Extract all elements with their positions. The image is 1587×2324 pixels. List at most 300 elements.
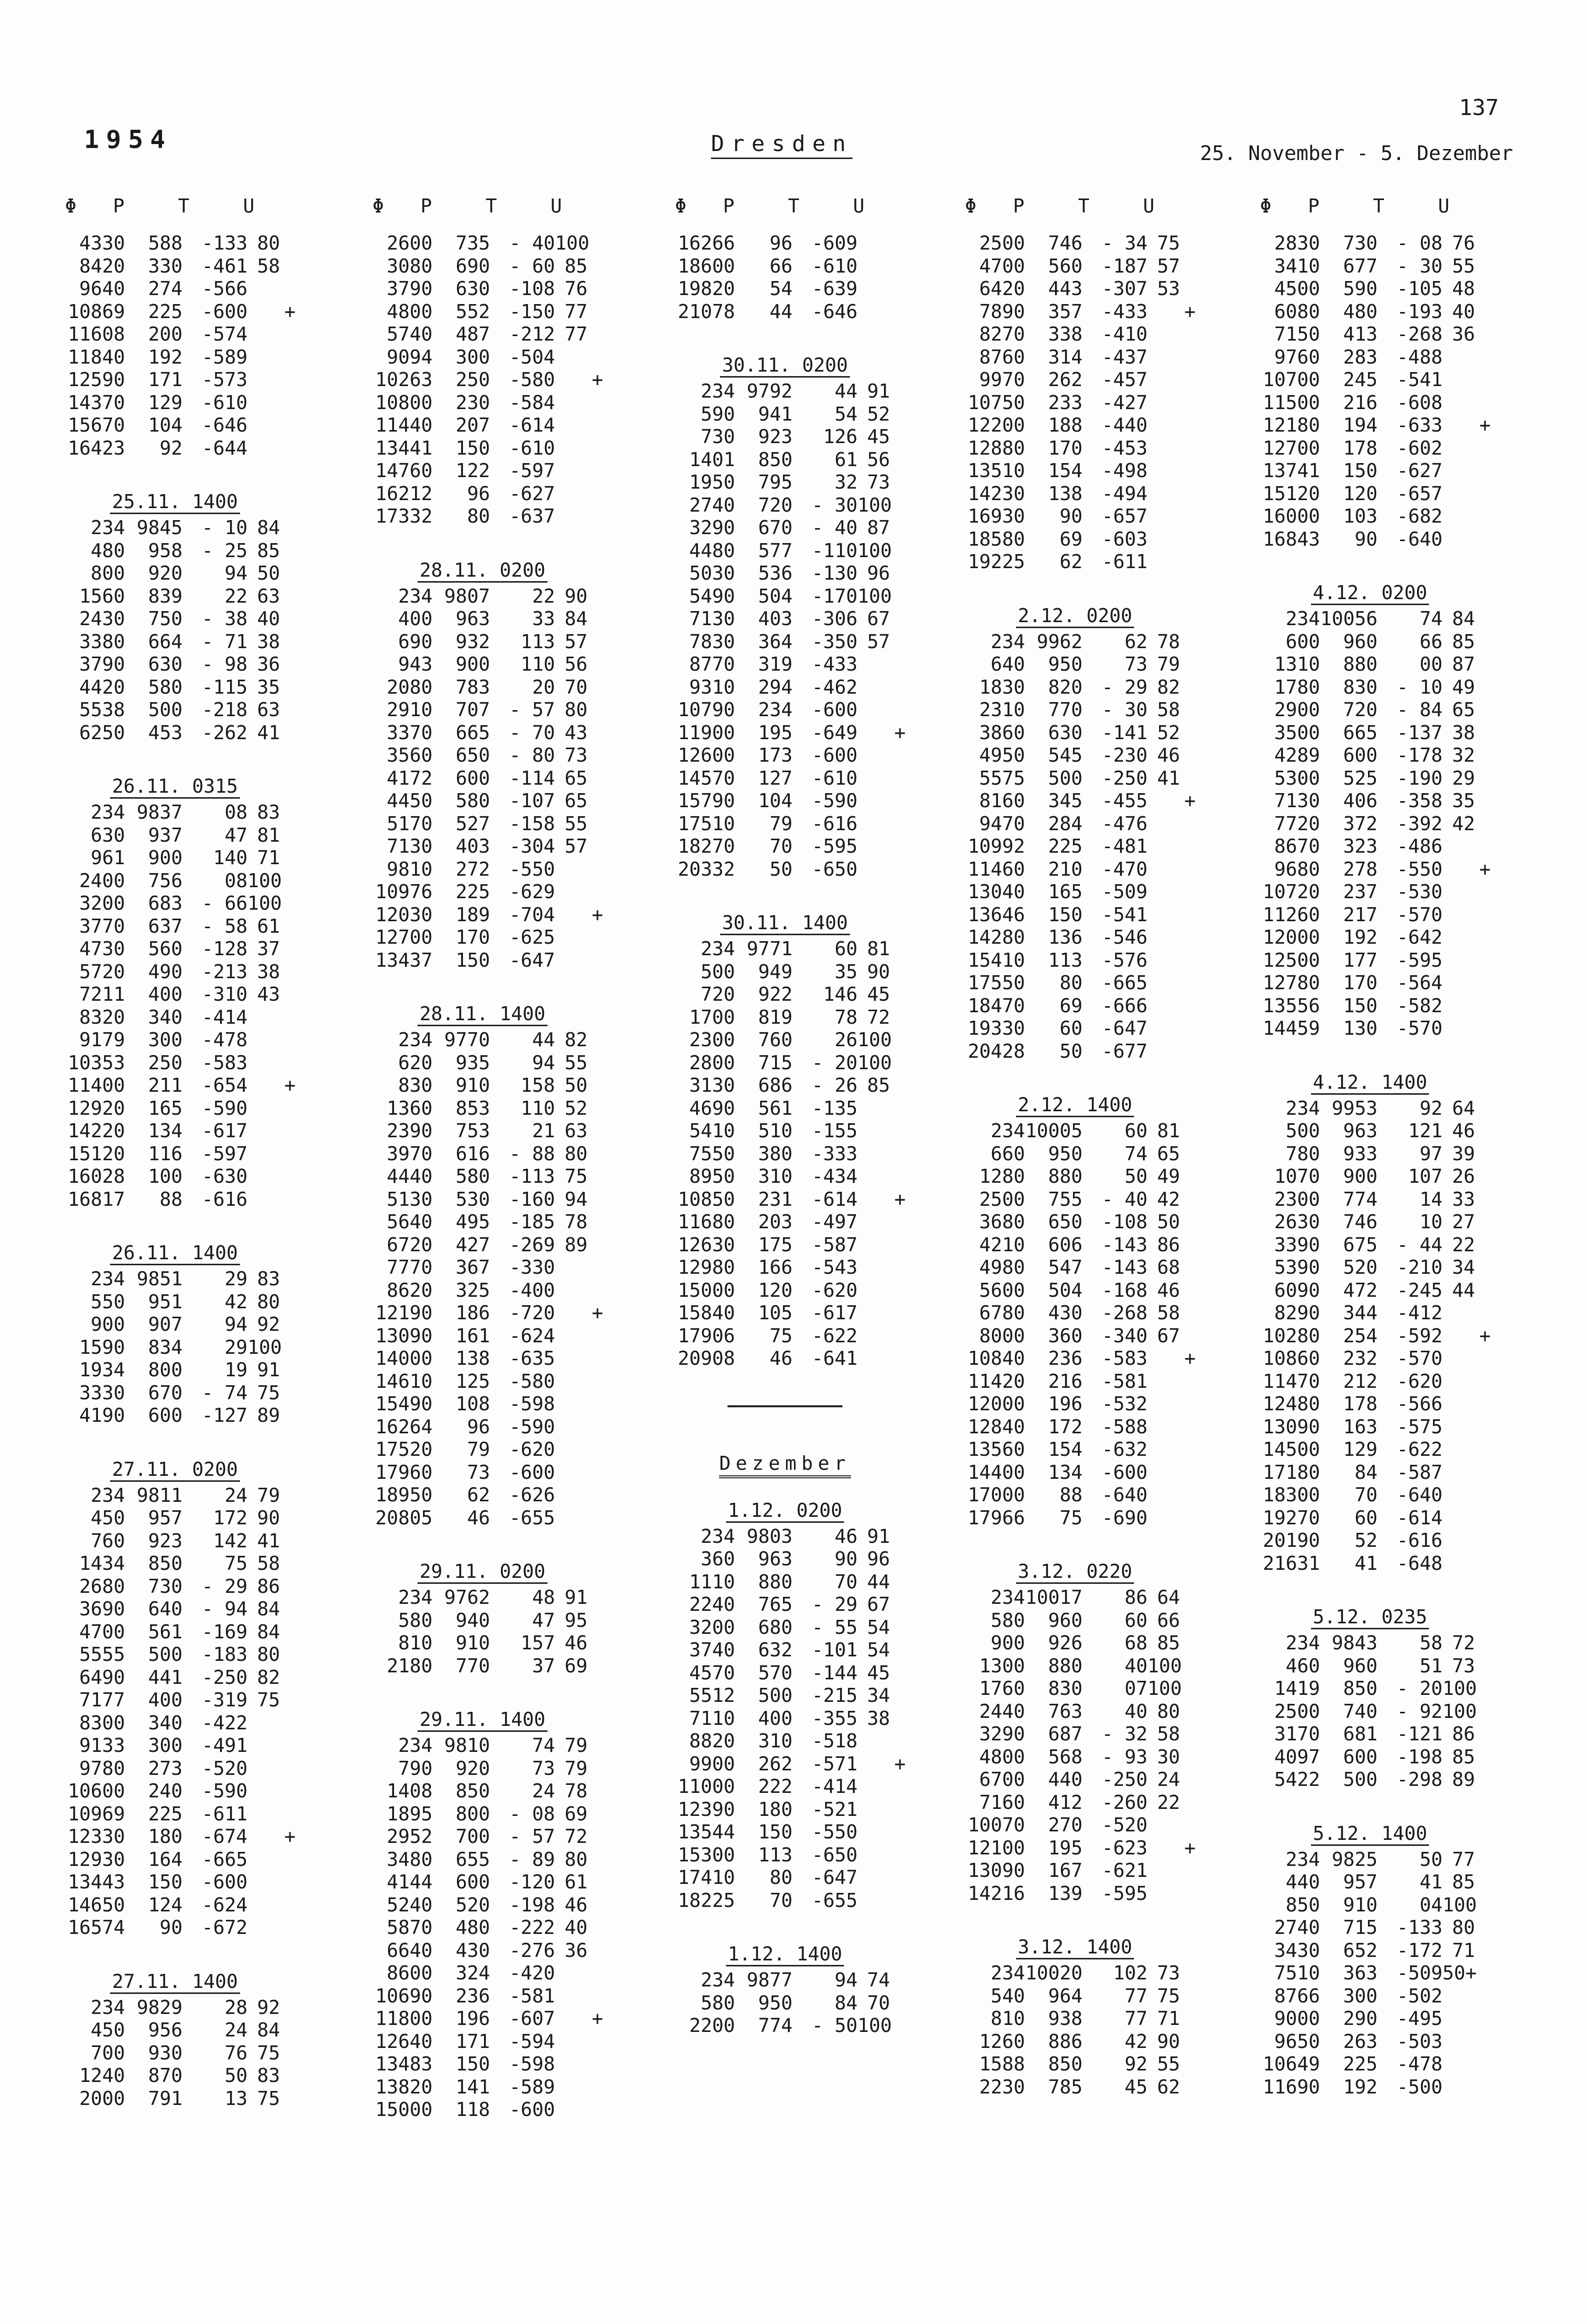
table-cell: 720 (700, 983, 735, 1005)
table-cell: 10263 (375, 369, 432, 391)
table-row (945, 1632, 1205, 1655)
table-cell: 560 (1048, 255, 1082, 277)
table-cell (858, 790, 890, 813)
table-cell (588, 1234, 608, 1257)
table-cell: 907 (148, 1313, 182, 1335)
table-cell: 400 (398, 608, 432, 630)
table-cell: 774 (758, 2014, 792, 2036)
table-cell: 108 (456, 1393, 490, 1415)
table-row (1240, 744, 1500, 767)
table-cell: 50+ (1442, 1962, 1477, 1984)
table-cell: 150 (456, 2053, 490, 2075)
table-cell (1180, 1814, 1200, 1837)
table-row (352, 414, 612, 437)
table-cell: 839 (148, 585, 182, 607)
table-cell: -590 (202, 1097, 248, 1119)
table-cell: 4730 (79, 938, 125, 960)
table-cell: 35 (834, 960, 858, 983)
table-cell: 42 (1124, 2030, 1148, 2052)
table-cell: 9810 (444, 1734, 490, 1756)
table-cell (588, 835, 608, 858)
table-cell: 90 (160, 1916, 182, 1938)
table-cell (890, 1866, 910, 1889)
table-cell: 910 (456, 1074, 490, 1096)
table-cell: 42 (1157, 1188, 1180, 1210)
table-cell: -105 (1396, 278, 1442, 300)
table-cell (280, 1313, 300, 1336)
table-cell: 44 (834, 380, 858, 402)
table-cell: - 98 (202, 653, 248, 675)
table-cell: 3690 (79, 1598, 125, 1620)
table-row (1240, 1962, 1500, 1985)
table-row (45, 1734, 305, 1757)
table-cell (858, 1143, 890, 1166)
table-cell (858, 1279, 890, 1302)
table-cell: -627 (509, 482, 555, 505)
table-cell: -630 (202, 1165, 248, 1187)
table-cell (588, 767, 608, 790)
sounding-title-text: 1.12. 1400 (726, 1943, 844, 1966)
table-cell: 3290 (689, 517, 735, 539)
table-cell (890, 1616, 910, 1639)
table-cell: -518 (812, 1730, 858, 1752)
table-cell: 16264 (375, 1415, 432, 1438)
table-cell (555, 437, 588, 460)
table-cell: 2240 (689, 1593, 735, 1615)
table-cell (1180, 653, 1200, 676)
table-cell: 24 (1157, 1768, 1180, 1790)
table-row (352, 1484, 612, 1507)
table-cell: 1588 (979, 2053, 1025, 2075)
sounding-title-text: 5.12. 0235 (1311, 1606, 1430, 1629)
table-row (45, 301, 305, 324)
table-cell: 154 (1048, 460, 1082, 482)
table-cell: 41 (257, 1529, 280, 1552)
table-row (352, 1029, 612, 1052)
table-cell: -128 (202, 938, 248, 960)
table-cell: 170 (456, 926, 490, 948)
table-row (655, 517, 915, 540)
table-cell: 92 (1124, 2053, 1148, 2075)
table-cell: 964 (1048, 1984, 1082, 2007)
table-cell: 28 (224, 1996, 248, 2018)
table-cell (248, 437, 280, 460)
table-cell: 37 (532, 1654, 555, 1677)
table-cell: 234 (990, 630, 1025, 653)
table-cell: + (1184, 1347, 1196, 1369)
sounding-title-text: 27.11. 0200 (110, 1458, 240, 1482)
table-cell: - 08 (1396, 232, 1442, 254)
table-cell (1475, 392, 1495, 415)
table-cell: 755 (1048, 1188, 1082, 1210)
table-cell: 7510 (1274, 1962, 1320, 1984)
table-cell: 14216 (968, 1882, 1025, 1904)
table-cell (890, 562, 910, 585)
table-cell: 00 (1420, 653, 1442, 675)
table-cell: 91 (867, 1525, 890, 1547)
table-cell: 12480 (1262, 1393, 1320, 1415)
table-cell: 157 (520, 1632, 555, 1654)
table-cell: -108 (1102, 1211, 1148, 1233)
table-cell (858, 1256, 890, 1279)
table-cell: 74 (1124, 1142, 1148, 1165)
table-row (945, 1814, 1205, 1837)
table-cell: 14650 (68, 1893, 125, 1916)
table-row (1240, 1746, 1500, 1769)
table-cell: -595 (1396, 949, 1442, 971)
table-cell: + (592, 2007, 604, 2029)
table-cell: 52 (564, 1097, 588, 1119)
table-cell: -502 (1396, 1984, 1442, 2007)
table-row (352, 2076, 612, 2099)
table-cell: 5300 (1274, 767, 1320, 789)
table-cell: 200 (148, 323, 182, 345)
table-cell: 7130 (1274, 790, 1320, 812)
table-cell: 78 (1157, 630, 1180, 653)
table-cell: 74 (532, 1734, 555, 1756)
table-cell: 85 (1452, 1745, 1475, 1768)
table-cell: 234 (1286, 1097, 1320, 1119)
table-cell: 22 (1157, 1791, 1180, 1813)
table-cell: 10750 (968, 391, 1025, 414)
table-cell: 11420 (968, 1370, 1025, 1392)
table-cell: 73 (467, 1461, 490, 1483)
table-cell: -646 (202, 414, 248, 436)
table-cell: 13820 (375, 2075, 432, 2098)
table-cell: 10 (1420, 1211, 1442, 1233)
table-cell: 9851 (136, 1268, 182, 1290)
table-cell: 616 (456, 1142, 490, 1165)
column-header-label: U (853, 195, 864, 217)
table-row (45, 892, 305, 915)
table-cell: 7890 (979, 300, 1025, 323)
column-header (352, 195, 612, 217)
table-row (945, 881, 1205, 904)
table-cell (588, 255, 608, 278)
column-header (1240, 195, 1500, 217)
table-cell: 5490 (689, 585, 735, 607)
table-cell (588, 1871, 608, 1894)
table-cell (1442, 2076, 1475, 2099)
table-cell (1442, 858, 1475, 881)
table-cell: 84 (564, 608, 588, 630)
table-cell (858, 813, 890, 836)
table-cell: 94 (224, 1313, 248, 1335)
table-cell (1475, 1234, 1495, 1257)
table-cell: 100 (1442, 1700, 1477, 1722)
table-cell: 18470 (968, 994, 1025, 1017)
table-cell: 234 (700, 938, 735, 960)
table-cell: 194 (1343, 414, 1378, 436)
table-cell: 10600 (68, 1780, 125, 1802)
table-cell: -611 (202, 1802, 248, 1825)
table-cell: 13646 (968, 903, 1025, 926)
table-cell (1180, 1325, 1200, 1348)
table-row (45, 1996, 305, 2019)
table-cell (1180, 1040, 1200, 1063)
table-cell (858, 835, 890, 858)
table-cell (1148, 904, 1180, 927)
table-row (945, 1723, 1205, 1746)
table-cell (248, 1712, 280, 1735)
table-cell (858, 858, 890, 881)
table-cell: 9133 (79, 1734, 125, 1756)
table-cell (890, 426, 910, 449)
table-cell: 5170 (386, 812, 432, 835)
table-cell: 16028 (68, 1165, 125, 1187)
table-cell: 5130 (386, 1188, 432, 1210)
table-cell (280, 1052, 300, 1075)
table-cell: 17510 (678, 812, 735, 835)
table-cell (890, 1593, 910, 1616)
table-cell: 9179 (79, 1029, 125, 1051)
table-cell (1180, 1655, 1200, 1678)
table-cell: 910 (1343, 1893, 1378, 1916)
table-cell (890, 835, 910, 858)
table-cell (555, 1256, 588, 1279)
table-cell (858, 1821, 890, 1844)
table-cell: 730 (148, 1575, 182, 1597)
table-cell (1442, 483, 1475, 506)
table-row (1240, 2007, 1500, 2030)
table-cell: -627 (1396, 460, 1442, 482)
table-cell: 100 (858, 539, 892, 562)
table-cell: 753 (456, 1120, 490, 1142)
table-cell: 76 (1452, 232, 1475, 254)
table-row (945, 767, 1205, 790)
table-row (945, 1985, 1205, 2008)
table-cell: 94 (224, 562, 248, 584)
table-cell: 56 (564, 653, 588, 675)
table-cell (1475, 813, 1495, 836)
table-cell: 50 (1060, 1040, 1082, 1062)
table-cell (1475, 631, 1495, 654)
table-cell (1180, 972, 1200, 995)
table-cell: 9310 (689, 676, 735, 698)
table-cell (280, 653, 300, 676)
table-cell: 53 (1157, 278, 1180, 300)
table-cell: -427 (1102, 391, 1148, 414)
table-cell: 76 (564, 278, 588, 300)
table-row (945, 2007, 1205, 2030)
table-cell: 46 (1157, 1279, 1180, 1301)
table-cell (890, 1889, 910, 1912)
table-cell: 340 (148, 1006, 182, 1028)
table-cell (890, 449, 910, 472)
table-cell: 88 (160, 1188, 182, 1210)
table-row (655, 1753, 915, 1776)
table-cell: 77 (1124, 1984, 1148, 2007)
table-cell: -575 (1396, 1415, 1442, 1438)
table-cell: 11800 (375, 2007, 432, 2029)
sounding-title-text: 25.11. 1400 (110, 491, 240, 514)
table-cell (1442, 881, 1475, 904)
table-cell: 236 (1048, 1347, 1082, 1369)
table-cell: 3370 (386, 721, 432, 744)
table-cell (890, 744, 910, 767)
table-row (655, 1120, 915, 1143)
table-cell (1148, 323, 1180, 346)
table-cell (555, 858, 588, 881)
table-cell: -250 (202, 1666, 248, 1688)
table-cell: -433 (1102, 300, 1148, 323)
table-cell: 70 (564, 676, 588, 698)
table-cell (248, 346, 280, 369)
table-row (45, 1621, 305, 1644)
table-cell: -215 (812, 1684, 858, 1706)
table-cell: -632 (1102, 1438, 1148, 1460)
table-cell: 10800 (375, 391, 432, 414)
table-cell: -576 (1102, 949, 1148, 971)
table-cell: 2230 (979, 2075, 1025, 2098)
table-cell: 770 (456, 1654, 490, 1677)
table-cell: 12640 (375, 2030, 432, 2052)
table-cell: 360 (1048, 1324, 1082, 1347)
table-cell: 300 (456, 346, 490, 368)
table-cell (588, 813, 608, 836)
table-cell: 50 (1124, 1165, 1148, 1187)
table-cell: 957 (148, 1507, 182, 1529)
table-cell: 834 (148, 1336, 182, 1358)
table-cell: 580 (700, 1991, 735, 2014)
table-row (45, 585, 305, 608)
table-cell: 441 (148, 1666, 182, 1688)
table-row (352, 1165, 612, 1188)
table-row (45, 1165, 305, 1188)
table-cell: -455 (1102, 790, 1148, 812)
table-cell (858, 722, 890, 745)
table-row (352, 904, 612, 927)
table-row (655, 699, 915, 722)
table-cell (280, 1598, 300, 1621)
table-cell: 10280 (1262, 1324, 1320, 1347)
table-cell (588, 1347, 608, 1370)
table-cell: 70 (834, 1570, 858, 1593)
table-cell: -600 (509, 2098, 555, 2120)
table-row (945, 1768, 1205, 1791)
table-cell: 163 (1343, 1415, 1378, 1438)
table-cell (1475, 1347, 1495, 1370)
table-cell: 222 (758, 1775, 792, 1797)
table-row (1240, 1393, 1500, 1416)
table-row (45, 369, 305, 392)
table-cell (1475, 608, 1495, 631)
sounding-title (1240, 1606, 1500, 1628)
table-cell: 250 (456, 369, 490, 391)
column-header-label: T (1373, 195, 1384, 217)
table-cell: -603 (1102, 528, 1148, 550)
table-cell (890, 1571, 910, 1594)
table-cell: 10690 (375, 1984, 432, 2007)
table-cell: - 32 (1102, 1723, 1148, 1745)
table-cell: 547 (1048, 1256, 1082, 1278)
table-cell: 3390 (1274, 1233, 1320, 1256)
table-cell (588, 1416, 608, 1439)
table-cell: 80 (467, 505, 490, 527)
sounding-title-text: 2.12. 1400 (1016, 1094, 1134, 1117)
table-cell: 48 (532, 1586, 555, 1608)
table-cell: -530 (1396, 881, 1442, 903)
table-cell: 178 (1343, 437, 1378, 459)
table-cell: 8600 (386, 1962, 432, 1984)
table-row (655, 1165, 915, 1188)
table-cell: 632 (758, 1639, 792, 1661)
table-cell: 103 (1343, 505, 1378, 527)
table-row (352, 1325, 612, 1348)
table-cell (858, 1753, 890, 1776)
table-cell: 13741 (1262, 460, 1320, 482)
sounding-title (45, 491, 305, 513)
sounding-block (945, 232, 1205, 574)
table-row (45, 278, 305, 301)
table-cell: -437 (1102, 346, 1148, 368)
table-cell (1442, 1370, 1475, 1393)
table-cell: 746 (1048, 232, 1082, 254)
table-cell: 3790 (386, 278, 432, 300)
table-cell (280, 983, 300, 1006)
table-cell: 17332 (375, 505, 432, 527)
table-cell: 166 (758, 1256, 792, 1278)
table-cell: -414 (202, 1006, 248, 1028)
table-cell (858, 699, 890, 722)
table-cell (858, 1889, 890, 1912)
table-cell: 11900 (678, 721, 735, 744)
table-cell (1442, 1507, 1475, 1530)
table-cell: -168 (1102, 1279, 1148, 1301)
table-cell: -470 (1102, 858, 1148, 880)
table-cell: + (1184, 1836, 1196, 1859)
table-row (352, 392, 612, 415)
table-cell (1442, 1484, 1475, 1507)
table-cell: 8950 (689, 1165, 735, 1187)
table-cell: 580 (398, 1609, 432, 1631)
table-cell: 62 (467, 1484, 490, 1506)
table-cell (280, 892, 300, 915)
table-cell (588, 1586, 608, 1609)
table-cell: 55 (564, 812, 588, 835)
table-cell: -120 (509, 1871, 555, 1893)
table-cell: -509 (1396, 1962, 1442, 1984)
table-cell: -574 (202, 323, 248, 345)
table-cell: -310 (202, 983, 248, 1005)
table-cell (280, 517, 300, 540)
table-cell: -583 (1102, 1347, 1148, 1369)
table-row (945, 1655, 1205, 1678)
table-cell (890, 1302, 910, 1325)
table-cell: 274 (148, 278, 182, 300)
table-cell: 86 (1124, 1586, 1148, 1608)
table-cell: -588 (1102, 1415, 1148, 1438)
table-cell: 75 (1157, 1984, 1180, 2007)
table-cell: -620 (509, 1438, 555, 1460)
table-row (655, 1844, 915, 1867)
table-cell (858, 1302, 890, 1325)
table-cell: 234 (90, 1996, 125, 2018)
table-cell: 1360 (386, 1097, 432, 1119)
table-cell: -642 (1396, 926, 1442, 948)
table-cell (1180, 1370, 1200, 1393)
table-cell: 8300 (79, 1711, 125, 1734)
table-cell: 13090 (375, 1324, 432, 1347)
table-cell: 9680 (1274, 858, 1320, 880)
table-cell (280, 278, 300, 301)
table-cell: 4450 (386, 790, 432, 812)
table-cell: -400 (509, 1279, 555, 1301)
table-cell (1180, 1256, 1200, 1279)
table-cell (280, 2019, 300, 2042)
table-cell: 211 (148, 1074, 182, 1096)
table-cell: 170 (1048, 437, 1082, 459)
